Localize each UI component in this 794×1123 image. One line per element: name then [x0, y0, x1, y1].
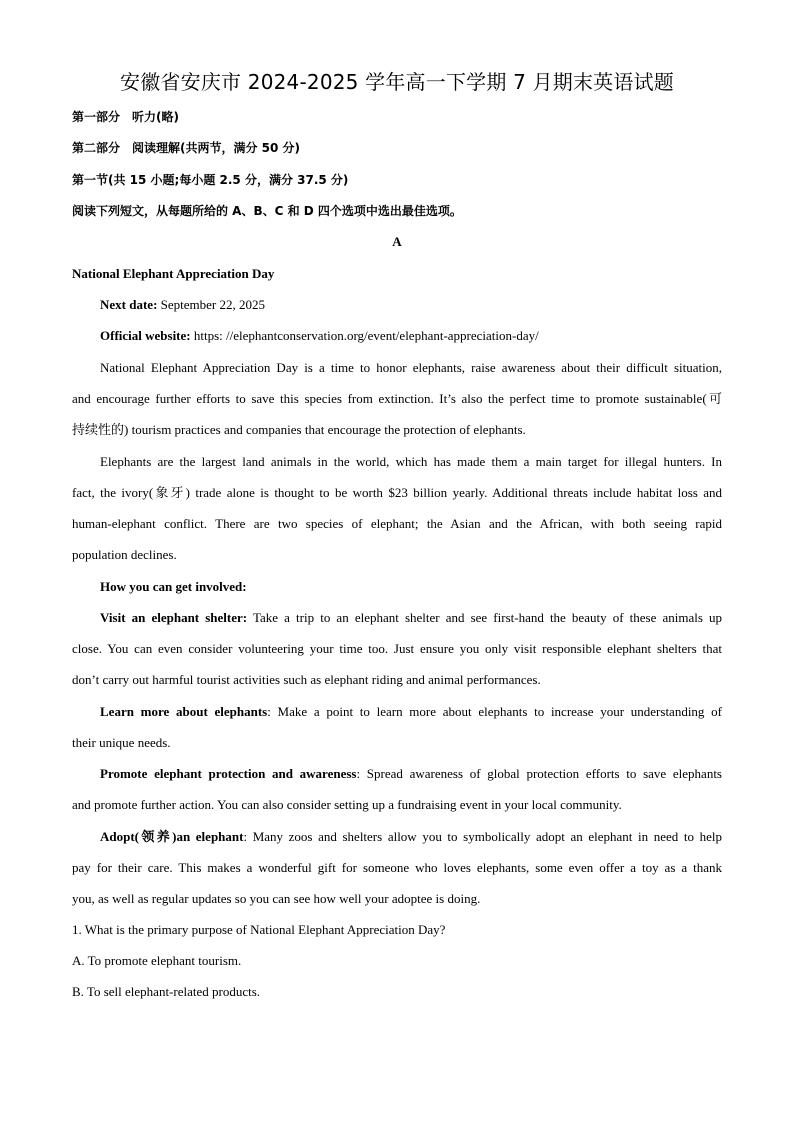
paragraph-line — [72, 821, 722, 852]
paragraph-line — [72, 602, 722, 633]
website-label: Official website: — [100, 328, 191, 343]
question-1 — [72, 914, 722, 1007]
promote-text: : Spread awareness of global protection efforts to save elephants — [356, 766, 722, 781]
learn-text: : Make a point to learn more about elephants to increase your understanding of — [267, 704, 722, 719]
paragraph-line — [72, 696, 722, 727]
page-title: 安徽省安庆市 2024-2025 学年高一下学期 7 月期末英语试题 — [120, 70, 674, 94]
promote-paragraph — [72, 758, 722, 820]
involved-heading: How you can get involved: — [100, 579, 247, 594]
paragraph-line: 持续性的) tourism practices and companies that encourage the protection of elephants. — [72, 422, 526, 437]
involved-heading-block — [72, 571, 722, 602]
paragraph-line: close. You can even consider volunteering your time too. Just ensure you only visit responsible elephant shelters that — [72, 641, 722, 656]
passage-letter: A — [392, 234, 402, 249]
paragraph-line: human-elephant conflict. There are two species of elephant; the Asian and the African, with both seeing rapid — [72, 516, 722, 531]
adopt-text: : Many zoos and shelters allow you to symbolically adopt an elephant in need to help — [243, 829, 722, 844]
paragraph-line — [72, 758, 722, 789]
paragraph-line: pay for their care. This makes a wonderful gift for someone who loves elephants, some even offer a toy as a thank — [72, 860, 722, 875]
paragraph-line: don’t carry out harmful tourist activities such as elephant riding and animal performances. — [72, 672, 541, 687]
section1-heading: 第一节(共 15 小题;每小题 2.5 分，满分 37.5 分) — [72, 173, 349, 187]
shelter-label: Visit an elephant shelter: — [100, 610, 248, 625]
next-date-value: September 22, 2025 — [157, 297, 265, 312]
paragraph-1 — [72, 352, 722, 445]
adopt-paragraph — [72, 821, 722, 914]
instruction-text: 阅读下列短文，从每题所给的 A、B、C 和 D 四个选项中选出最佳选项。 — [72, 204, 462, 218]
website-value: https: //elephantconservation.org/event/elephant-appreciation-day/ — [190, 328, 539, 343]
website-line — [72, 326, 750, 346]
part2-heading: 第二部分 阅读理解(共两节，满分 50 分) — [72, 141, 301, 155]
question-stem: 1. What is the primary purpose of National Elephant Appreciation Day? — [72, 922, 446, 937]
option-b: B. To sell elephant-related products. — [72, 984, 261, 999]
paragraph-line: National Elephant Appreciation Day is a time to honor elephants, raise awareness about their difficult situation, — [100, 360, 722, 375]
paragraph-2 — [72, 446, 722, 570]
paragraph-line: and encourage further efforts to save this species from extinction. It’s also the perfect time to promote sustainable(可 — [72, 391, 722, 406]
shelter-text: Take a trip to an elephant shelter and see first-hand the beauty of these animals up — [247, 610, 722, 625]
passage-title: National Elephant Appreciation Day — [72, 266, 275, 281]
paragraph-line: their unique needs. — [72, 735, 171, 750]
paragraph-line: you, as well as regular updates so you can see how well your adoptee is doing. — [72, 891, 481, 906]
promote-label: Promote elephant protection and awareness — [100, 766, 357, 781]
next-date-label: Next date: — [100, 297, 158, 312]
paragraph-line: and promote further action. You can also consider setting up a fundraising event in your local community. — [72, 797, 622, 812]
learn-paragraph — [72, 696, 722, 758]
learn-label: Learn more about elephants — [100, 704, 268, 719]
shelter-paragraph — [72, 602, 722, 695]
next-date-line — [72, 295, 750, 315]
paragraph-line: fact, the ivory(象牙) trade alone is thought to be worth $23 billion yearly. Additional threats include habitat loss and — [72, 485, 722, 500]
paragraph-line: population declines. — [72, 547, 177, 562]
adopt-label: Adopt(领养)an elephant — [100, 829, 244, 844]
part1-heading: 第一部分 听力(略) — [72, 110, 179, 124]
paragraph-line: Elephants are the largest land animals in the world, which has made them a main target for illegal hunters. In — [100, 454, 722, 469]
option-a: A. To promote elephant tourism. — [72, 953, 242, 968]
